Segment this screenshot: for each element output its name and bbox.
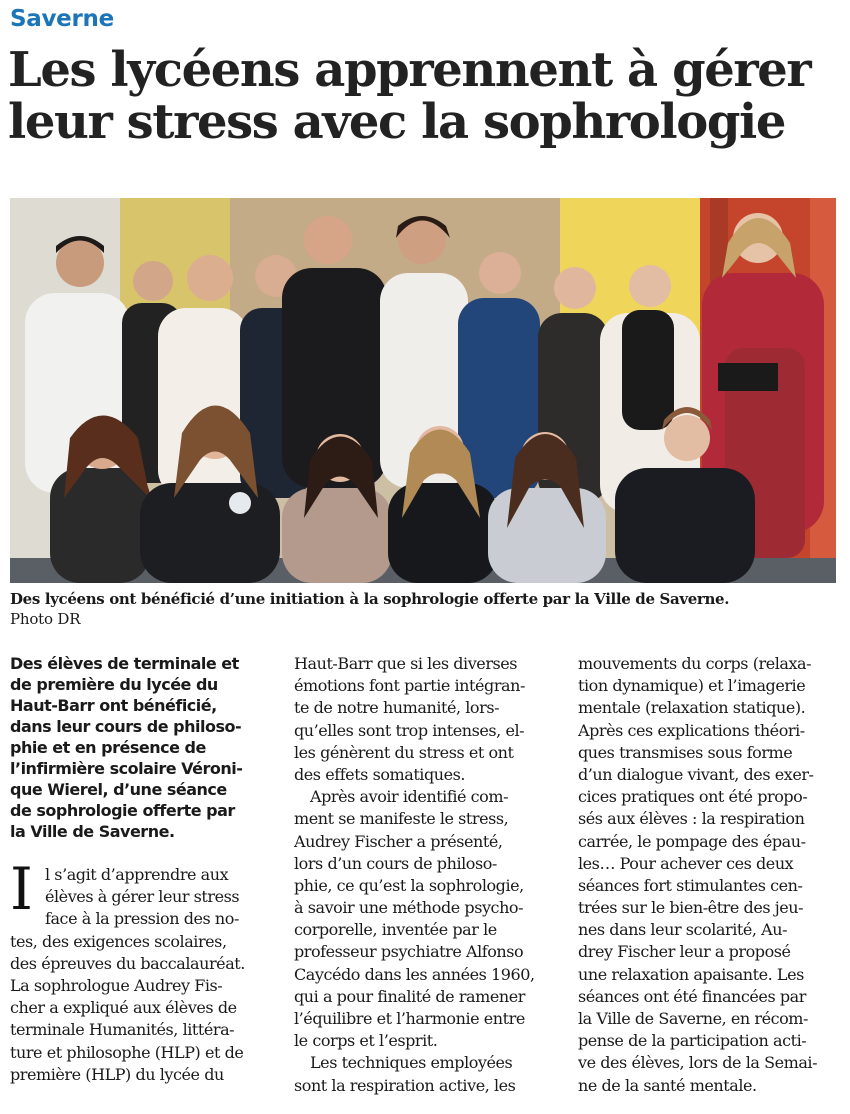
- body-line: première (HLP) du lycée du: [10, 1064, 224, 1084]
- lead-line: de première du lycée du: [10, 675, 218, 694]
- body-line: émotions font partie intégran-: [294, 676, 525, 696]
- article-column-3: [578, 653, 840, 1105]
- body-line: des effets somatiques.: [294, 764, 466, 784]
- body-line: qui a pour finalité de ramener: [294, 986, 525, 1006]
- body-line: mentale (relaxation statique).: [578, 698, 806, 718]
- body-line: ques transmises sous forme: [578, 742, 793, 762]
- body-line: le corps et l’esprit.: [294, 1031, 438, 1051]
- lead-line: l’infirmière scolaire Véroni-: [10, 759, 243, 778]
- body-line: drey Fischer leur a proposé: [578, 942, 791, 962]
- lead-line: de sophrologie offerte par: [10, 801, 235, 820]
- body-line: cices pratiques ont été propo-: [578, 787, 808, 807]
- lead-line: Des élèves de terminale et: [10, 654, 239, 673]
- body-line: cher a expliqué aux élèves de: [10, 998, 237, 1018]
- body-line: séances fort stimulantes cen-: [578, 875, 803, 895]
- body-line: pense de la participation acti-: [578, 1031, 807, 1051]
- photo-credit: Photo DR: [10, 610, 81, 628]
- body-line: sont la respiration active, les: [294, 1075, 516, 1095]
- body-line: terminale Humanités, littéra-: [10, 1020, 235, 1040]
- lead-line: la Ville de Saverne.: [10, 822, 175, 841]
- body-line: Haut-Barr que si les diverses: [294, 654, 518, 673]
- body-line: La sophrologue Audrey Fis-: [10, 975, 223, 995]
- body-line: Les techniques employées: [310, 1053, 513, 1073]
- body-line: ne de la santé mentale.: [578, 1075, 757, 1095]
- article-lead: [10, 653, 270, 842]
- lead-line: phie et en présence de: [10, 738, 206, 757]
- section-label: Saverne: [10, 6, 114, 32]
- body-line: l’équilibre et l’harmonie entre: [294, 1009, 525, 1028]
- body-line: une relaxation apaisante. Les: [578, 964, 804, 984]
- body-line: tes, des exigences scolaires,: [10, 931, 227, 951]
- body-line: séances ont été financées par: [578, 986, 806, 1006]
- body-line: carrée, le pompage des épau-: [578, 831, 806, 851]
- body-line: trées sur le bien-être des jeu-: [578, 898, 804, 918]
- body-line: Après ces explications théori-: [578, 720, 805, 740]
- lead-line: Haut-Barr ont bénéficié,: [10, 696, 217, 715]
- body-line: sés aux élèves : la respiration: [578, 809, 805, 829]
- body-line: ture et philosophe (HLP) et de: [10, 1042, 244, 1062]
- headline-line: Les lycéens apprennent à gérer: [8, 42, 811, 98]
- body-line: face à la pression des no-: [45, 909, 239, 929]
- caption-text: Des lycéens ont bénéficié d’une initiation à la sophrologie offerte par la Ville de Saverne.: [10, 590, 730, 608]
- body-line: à savoir une méthode psycho-: [294, 898, 524, 918]
- photo-caption: [10, 589, 840, 629]
- body-line: des épreuves du baccalauréat.: [10, 953, 245, 973]
- body-line: tion dynamique) et l’imagerie: [578, 676, 806, 696]
- body-line: nes dans leur scolarité, Au-: [578, 920, 788, 940]
- body-line: les génèrent du stress et ont: [294, 742, 514, 762]
- article-column-1: [10, 653, 270, 1105]
- body-line: professeur psychiatre Alfonso: [294, 942, 524, 962]
- body-line: élèves à gérer leur stress: [45, 887, 240, 907]
- body-line: te de notre humanité, lors-: [294, 698, 500, 718]
- headline-line: leur stress avec la sophrologie: [8, 94, 785, 150]
- body-line: l s’agit d’apprendre aux: [45, 865, 229, 884]
- drop-cap: I: [10, 855, 33, 923]
- body-line: lors d’un cours de philoso-: [294, 853, 497, 873]
- body-line: les… Pour achever ces deux: [578, 853, 794, 873]
- body-line: mouvements du corps (relaxa-: [578, 654, 812, 673]
- article-column-2: [294, 653, 556, 1105]
- body-line: corporelle, inventée par le: [294, 920, 497, 940]
- body-line: Audrey Fischer a présenté,: [294, 831, 503, 851]
- body-line: ve des élèves, lors de la Semai-: [578, 1053, 818, 1073]
- body-line: qu’elles sont trop intenses, el-: [294, 720, 525, 740]
- headline: [8, 44, 843, 148]
- body-line: Caycédo dans les années 1960,: [294, 964, 535, 984]
- group-photo: [10, 198, 836, 583]
- body-line: la Ville de Saverne, en récom-: [578, 1009, 808, 1028]
- lead-line: dans leur cours de philoso-: [10, 717, 242, 736]
- body-line: ment se manifeste le stress,: [294, 809, 509, 829]
- body-line: phie, ce qu’est la sophrologie,: [294, 875, 524, 895]
- lead-line: que Wierel, d’une séance: [10, 780, 227, 799]
- body-text-1: [10, 855, 270, 1086]
- body-line: Après avoir identifié com-: [310, 787, 509, 807]
- body-line: d’un dialogue vivant, des exer-: [578, 764, 814, 784]
